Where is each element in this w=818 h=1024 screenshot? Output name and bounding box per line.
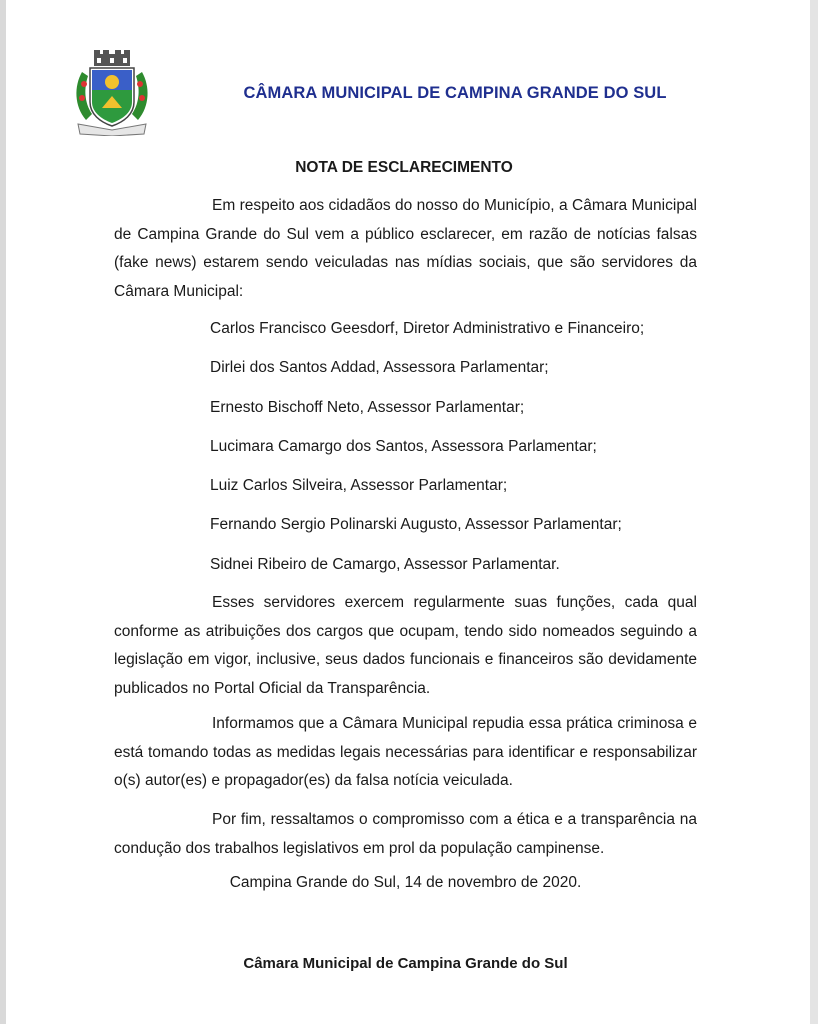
municipal-coat-of-arms-icon bbox=[72, 50, 152, 136]
list-item: Sidnei Ribeiro de Camargo, Assessor Parlamentar. bbox=[210, 555, 560, 573]
page-edge bbox=[810, 0, 818, 1024]
list-item: Ernesto Bischoff Neto, Assessor Parlamentar; bbox=[210, 398, 525, 416]
list-item: Fernando Sergio Polinarski Augusto, Assessor Parlamentar; bbox=[210, 516, 622, 534]
closing-paragraph: Por fim, ressaltamos o compromisso com a ética e a transparência na condução dos trabalhos legislativos em prol da população campinense. bbox=[114, 811, 697, 857]
list-item: Dirlei dos Santos Addad, Assessora Parlamentar; bbox=[210, 359, 549, 377]
date-line: Campina Grande do Sul, 14 de novembro de 2020. bbox=[229, 874, 582, 891]
servants-list bbox=[210, 315, 710, 590]
signature: Câmara Municipal de Campina Grande do Sul bbox=[243, 955, 568, 972]
institution-header: CÂMARA MUNICIPAL DE CAMPINA GRANDE DO SUL bbox=[243, 84, 667, 102]
document-title: NOTA DE ESCLARECIMENTO bbox=[295, 159, 513, 176]
functions-paragraph: Esses servidores exercem regularmente suas funções, cada qual conforme as atribuições dos cargos que ocupam, tendo sido nomeados seguindo a legislação em vigor, inclusive, seus dados funcionais e financeiros são devidamente publicados no Portal Oficial da Transparência. bbox=[114, 594, 697, 697]
repudiation-paragraph: Informamos que a Câmara Municipal repudia essa prática criminosa e está tomando todas as medidas legais necessárias para identificar e responsabilizar o(s) autor(es) e propagador(es) da falsa notícia veiculada. bbox=[114, 715, 697, 789]
intro-paragraph: Em respeito aos cidadãos do nosso do Município, a Câmara Municipal de Campina Grande do Sul vem a público esclarecer, em razão de notícias falsas (fake news) estarem sendo veiculadas nas mídias sociais, que são servidores da Câmara Municipal: bbox=[114, 197, 697, 300]
list-item: Luiz Carlos Silveira, Assessor Parlamentar; bbox=[210, 477, 508, 495]
list-item: Carlos Francisco Geesdorf, Diretor Administrativo e Financeiro; bbox=[210, 320, 645, 337]
list-item: Lucimara Camargo dos Santos, Assessora Parlamentar; bbox=[210, 437, 597, 455]
